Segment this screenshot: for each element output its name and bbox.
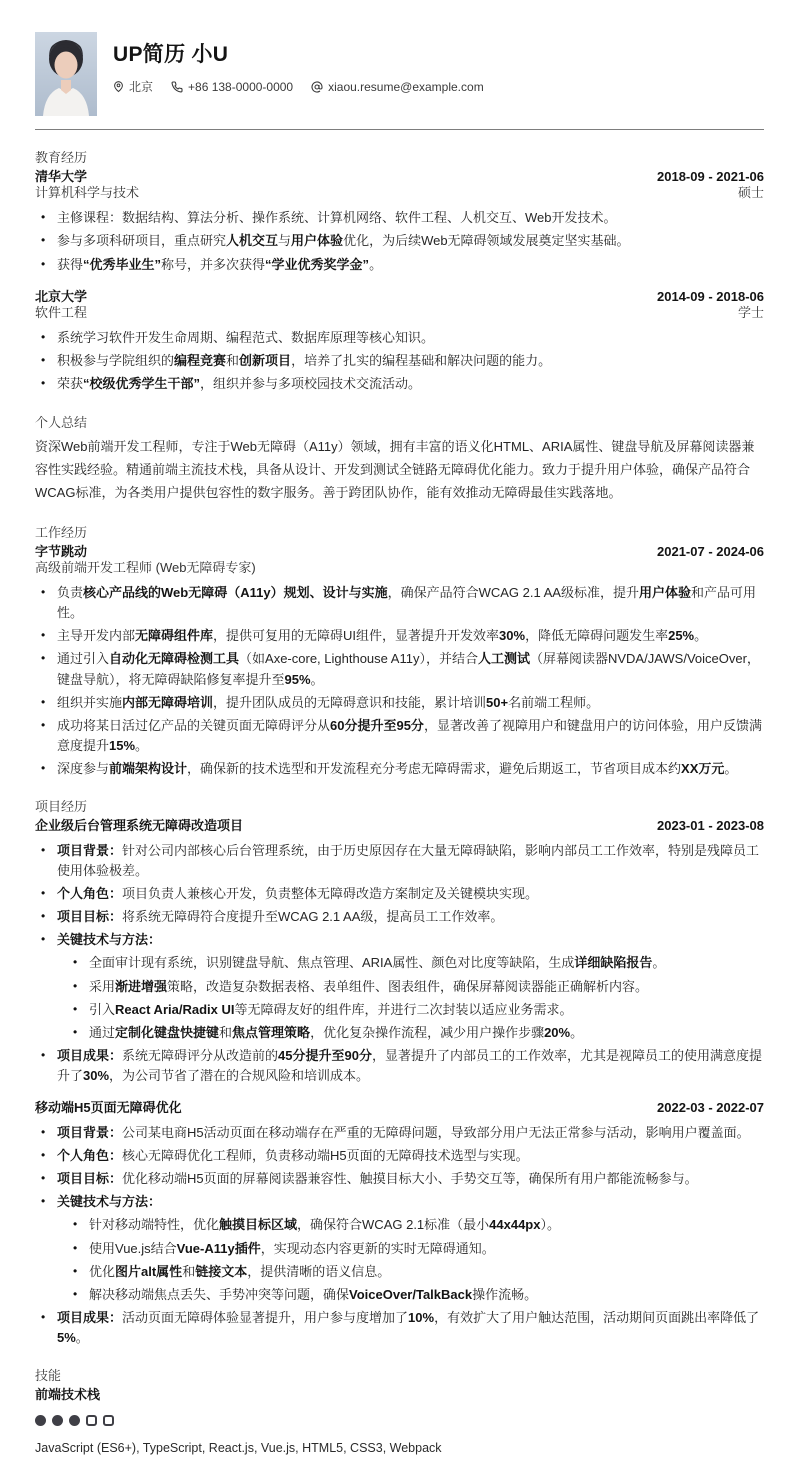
bold-text-run: 60分提升至95分: [330, 717, 424, 733]
bold-text-run: Vue-A11y插件: [176, 1240, 261, 1256]
bullet-text: [57, 255, 764, 275]
section-projects: [35, 799, 764, 1348]
at-sign-icon: [311, 81, 323, 93]
text-run: 积极参与学院组织的: [57, 353, 175, 369]
contact-email: [311, 80, 484, 94]
sub-bullet-item: [67, 953, 764, 973]
text-run: ，确保符合WCAG 2.1标准（最小: [297, 1217, 490, 1233]
text-run: 通过: [89, 1024, 116, 1040]
bold-text-run: 关键技术与方法：: [57, 1194, 162, 1210]
text-run: 和: [226, 353, 240, 369]
contact-phone: [171, 80, 293, 94]
bullet-text: [57, 374, 764, 394]
bullet-marker: •: [41, 909, 46, 924]
bullet-text: [57, 907, 764, 927]
bullet-text: [57, 231, 764, 251]
text-run: 成功将某日活过亿产品的关键页面无障碍评分从: [57, 717, 331, 733]
bullet-item: [35, 649, 764, 689]
text-run: 名前端工程师。: [508, 694, 600, 710]
text-run: 组织并实施: [57, 694, 123, 710]
header-info: [113, 32, 484, 116]
text-run: 与: [278, 233, 292, 249]
bullet-text: [89, 1215, 764, 1235]
resume-entry: [35, 543, 764, 780]
bullet-marker: •: [73, 1240, 78, 1255]
bold-text-run: 定制化键盘快捷键: [115, 1024, 220, 1040]
text-run: 深度参与: [57, 761, 110, 777]
text-run: 策略，改造复杂数据表格、表单组件、图表组件，确保屏幕阅读器能正确解析内容。: [167, 978, 649, 994]
text-run: 系统学习软件开发生命周期、编程范式、数据库原理等核心知识。: [57, 330, 435, 346]
entry-head-row: [35, 288, 764, 306]
bullet-marker: •: [41, 353, 46, 368]
entry-heading: 字节跳动: [35, 543, 88, 559]
resume-entry: [35, 288, 764, 395]
bold-text-run: 10%: [408, 1309, 435, 1325]
bullet-marker: •: [41, 694, 46, 709]
bold-text-run: 50+: [486, 694, 509, 710]
entry-heading: 北京大学: [35, 288, 88, 304]
bullet-text: [57, 626, 764, 646]
bold-text-run: “校级优秀学生干部”: [83, 376, 201, 392]
bullet-marker: •: [41, 761, 46, 776]
text-run: ，显著提升了内部员工的工作效率，尤其是视障员工的使用满意度提升了: [57, 1047, 762, 1084]
text-run: 核心无障碍优化工程师，负责移动端H5页面的无障碍技术选型与实现。: [122, 1147, 529, 1163]
bold-text-run: 创新项目: [239, 353, 292, 369]
sub-bullet-item: [67, 1239, 764, 1259]
text-run: （如Axe-core, Lighthouse A11y），并结合: [239, 651, 478, 667]
bold-text-run: 人工测试: [477, 651, 530, 667]
text-run: ，提供可复用的无障碍UI组件，显著提升开发效率: [213, 628, 500, 644]
phone-icon: [171, 81, 183, 93]
text-run: 活动页面无障碍体验显著提升，用户参与度增加了: [122, 1309, 409, 1325]
bullet-item: [35, 583, 764, 623]
text-run: 。: [369, 256, 383, 272]
bullet-text: [57, 930, 764, 950]
bullet-item: [35, 930, 764, 950]
entry-heading: 前端技术栈: [35, 1387, 101, 1403]
bold-text-run: 自动化无障碍检测工具: [109, 651, 240, 667]
bold-text-run: 项目目标：: [57, 1171, 123, 1187]
bullet-marker: •: [73, 978, 78, 993]
text-run: 将系统无障碍符合度提升至WCAG 2.1 AA级，提高员工工作效率。: [122, 909, 504, 925]
section-title-projects: 项目经历: [35, 799, 88, 815]
skill-dot-empty: [103, 1415, 114, 1426]
text-run: 等无障碍友好的组件库，并进行二次封装以适应业务需求。: [234, 1001, 573, 1017]
bold-text-run: 用户体验: [638, 585, 691, 600]
resume-header: [35, 0, 764, 116]
bullet-marker: •: [41, 842, 46, 857]
entry-date: 2022-03 - 2022-07: [657, 1100, 764, 1116]
text-run: 。: [694, 628, 708, 644]
bullet-marker: •: [73, 1024, 78, 1039]
bold-text-run: 内部无障碍培训: [122, 694, 214, 710]
text-run: ）。: [540, 1217, 560, 1233]
bullet-item: [35, 231, 764, 251]
entry-head-row: [35, 1099, 764, 1117]
entry-head-row: [35, 817, 764, 835]
bold-text-run: 渐进增强: [115, 978, 168, 994]
resume-entry: [35, 817, 764, 1086]
skill-dot-filled: [52, 1415, 63, 1426]
text-run: 引入: [89, 1001, 116, 1017]
text-run: 。: [135, 737, 149, 753]
bullet-item: [35, 328, 764, 348]
section-skills: [35, 1368, 764, 1457]
bold-text-run: React Aria/Radix UI: [115, 1001, 235, 1017]
text-run: 主导开发内部: [57, 628, 136, 644]
bullet-marker: •: [41, 628, 46, 643]
entry-head-row: [35, 168, 764, 186]
bullet-text: [57, 649, 764, 689]
bullet-marker: •: [41, 376, 46, 391]
sub-bullet-item: [67, 1215, 764, 1235]
candidate-name: UP简历 小U: [113, 43, 229, 66]
bullet-item: [35, 1146, 764, 1166]
text-run: ，为公司节省了潜在的合规风险和培训成本。: [109, 1068, 370, 1084]
sub-bullet-item: [67, 1262, 764, 1282]
bullet-item: [35, 716, 764, 756]
entry-date: 2021-07 - 2024-06: [657, 543, 764, 559]
bullet-item: [35, 907, 764, 927]
skill-level-indicator: [35, 1415, 764, 1426]
bullet-item: [35, 1123, 764, 1143]
bullet-item: [35, 208, 764, 228]
portrait-photo-placeholder: [35, 32, 97, 116]
text-run: 荣获: [57, 376, 84, 392]
text-run: 负责: [57, 585, 84, 600]
bold-text-run: 30%: [499, 628, 526, 644]
bullet-text: [57, 759, 764, 779]
bullet-marker: •: [41, 585, 46, 599]
bold-text-run: 关键技术与方法：: [57, 932, 162, 948]
bullet-text: [57, 1123, 764, 1143]
text-run: ，确保产品符合WCAG 2.1 AA级标准，提升: [387, 585, 639, 600]
entry-sub-row: [35, 560, 764, 577]
text-run: 。: [75, 1330, 89, 1346]
resume-entry: [35, 1099, 764, 1348]
bold-text-run: 前端架构设计: [109, 761, 188, 777]
entry-heading: 清华大学: [35, 168, 88, 184]
text-run: 称号，并多次获得: [161, 256, 266, 272]
bold-text-run: 项目背景：: [57, 1124, 123, 1140]
text-run: ，组织并参与多项校园技术交流活动。: [200, 376, 422, 392]
bullet-item: [35, 351, 764, 371]
bullet-marker: •: [41, 932, 46, 947]
bullet-text: [57, 328, 764, 348]
text-run: ，确保新的技术选型和开发流程充分考虑无障碍需求，避免后期返工，节省项目成本约: [187, 761, 682, 777]
text-run: 针对移动端特性，优化: [89, 1217, 220, 1233]
bullet-list: [35, 841, 764, 1087]
location-pin-icon: [113, 80, 124, 93]
bullet-marker: •: [41, 651, 46, 666]
bullet-text: [57, 1046, 764, 1086]
section-title-work: 工作经历: [35, 524, 88, 540]
entry-sub-row: [35, 185, 764, 202]
entry-date: 2023-01 - 2023-08: [657, 818, 764, 834]
skill-dot-filled: [69, 1415, 80, 1426]
entry-heading: 移动端H5页面无障碍优化: [35, 1100, 182, 1116]
text-run: 采用: [89, 978, 116, 994]
text-run: ，显著改善了视障用户和键盘用户的访问体验，用户反馈满意度提升: [57, 717, 762, 753]
entry-date: 2014-09 - 2018-06: [657, 288, 764, 304]
text-run: 优化，为后续Web无障碍领域发展奠定坚实基础。: [343, 233, 630, 249]
contact-email-text: xiaou.resume@example.com: [328, 79, 484, 94]
bold-text-run: XX万元: [681, 761, 725, 777]
bold-text-run: 15%: [109, 737, 136, 753]
text-run: 。: [652, 955, 666, 971]
contact-location-text: 北京: [129, 80, 154, 95]
text-run: 系统无障碍评分从改造前的: [122, 1047, 279, 1063]
bullet-text: [57, 1146, 764, 1166]
text-run: 全面审计现有系统，识别键盘导航、焦点管理、ARIA属性、颜色对比度等缺陷，生成: [89, 955, 575, 971]
entry-subheading: 高级前端开发工程师 (Web无障碍专家): [35, 560, 256, 576]
bullet-list: [35, 328, 764, 394]
bullet-text: [57, 841, 764, 881]
bullet-marker: •: [73, 1001, 78, 1016]
bullet-marker: •: [41, 330, 46, 345]
bullet-item: [35, 374, 764, 394]
bullet-text: [57, 1169, 764, 1189]
bold-text-run: 链接文本: [195, 1263, 248, 1279]
bullet-text: [57, 693, 764, 713]
text-run: 公司某电商H5活动页面在移动端存在严重的无障碍问题，导致部分用户无法正常参与活动，影响用户覆盖面。: [122, 1124, 750, 1140]
bullet-item: [35, 693, 764, 713]
bold-text-run: 用户体验: [291, 233, 344, 249]
bold-text-run: 图片alt属性: [115, 1263, 183, 1279]
bold-text-run: 个人角色：: [57, 1147, 123, 1163]
bullet-marker: •: [41, 210, 46, 225]
text-run: 和: [219, 1024, 233, 1040]
bold-text-run: 44x44px: [489, 1217, 541, 1233]
bold-text-run: 25%: [668, 628, 695, 644]
bullet-item: [35, 841, 764, 881]
bullet-marker: •: [73, 1217, 78, 1232]
text-run: 通过引入: [57, 651, 110, 667]
text-run: ，实现动态内容更新的实时无障碍通知。: [260, 1240, 495, 1256]
bold-text-run: 无障碍组件库: [135, 628, 214, 644]
text-run: 针对公司内部核心后台管理系统，由于历史原因存在大量无障碍缺陷，影响内部员工工作效率，特别是残障员工使用体验极差。: [57, 842, 760, 878]
text-run: ，提供清晰的语义信息。: [247, 1263, 391, 1279]
bold-text-run: 焦点管理策略: [232, 1024, 311, 1040]
bullet-item: [35, 1169, 764, 1189]
bullet-text: [57, 583, 764, 623]
bullet-list: [35, 1123, 764, 1348]
bullet-item: [35, 626, 764, 646]
text-run: 。: [570, 1024, 584, 1040]
bullet-text: [89, 1023, 764, 1043]
bullet-text: [89, 953, 764, 973]
entry-date: 2018-09 - 2021-06: [657, 168, 764, 184]
text-run: 和: [182, 1263, 196, 1279]
contact-location: [113, 78, 153, 95]
bullet-marker: •: [41, 1194, 46, 1209]
text-run: ，有效扩大了用户触达范围，活动期间页面跳出率降低了: [434, 1309, 760, 1325]
bullet-marker: •: [41, 717, 46, 732]
section-education: [35, 150, 764, 395]
entry-heading: 企业级后台管理系统无障碍改造项目: [35, 818, 244, 834]
section-title-skills: 技能: [35, 1368, 62, 1384]
section-title-summary: 个人总结: [35, 414, 88, 430]
text-run: 资深Web前端开发工程师，专注于Web无障碍（A11y）领域，拥有丰富的语义化HTML、ARIA属性、键盘导航及屏幕阅读器兼容性实践经验。精通前端主流技术栈，具备从设计、开发到测试全链路无障碍优化能力。致力于提升用户体验，确保产品符合WCAG标准，为各类用户提供包容性的数字服务。善于跨团队协作，能有效推动无障碍最佳实践落地。: [35, 438, 755, 501]
skill-dot-empty: [86, 1415, 97, 1426]
bullet-text: [89, 1000, 764, 1020]
sections: [35, 150, 764, 1457]
entry-subheading: 软件工程: [35, 305, 88, 321]
bullet-marker: •: [41, 1147, 46, 1162]
resume-entry: [35, 168, 764, 275]
bold-text-run: 编程竞赛: [174, 353, 227, 369]
bullet-item: [35, 1046, 764, 1086]
bullet-text: [57, 1192, 764, 1212]
text-run: ，降低无障碍问题发生率: [525, 628, 669, 644]
bullet-text: [57, 716, 764, 756]
section-title-education: 教育经历: [35, 150, 88, 165]
text-run: 参与多项科研项目，重点研究: [57, 233, 227, 249]
text-run: 项目负责人兼核心开发，负责整体无障碍改造方案制定及关键模块实现。: [122, 885, 539, 901]
bullet-item: [35, 1308, 764, 1348]
bold-text-run: VoiceOver/TalkBack: [349, 1286, 473, 1302]
text-run: 优化移动端H5页面的屏幕阅读器兼容性、触摸目标大小、手势交互等，确保所有用户都能流畅参与。: [122, 1171, 698, 1187]
text-run: 解决移动端焦点丢失、手势冲突等问题，确保: [89, 1286, 350, 1302]
entry-head-row: [35, 543, 764, 561]
bullet-text: [89, 1239, 764, 1259]
bullet-item: [35, 1192, 764, 1212]
resume-entry: [35, 1386, 764, 1457]
sub-bullet-item: [67, 1000, 764, 1020]
text-run: 优化: [89, 1263, 116, 1279]
bullet-marker: •: [41, 233, 46, 248]
bullet-marker: •: [41, 1047, 46, 1062]
bullet-item: [35, 884, 764, 904]
sub-bullet-item: [67, 1285, 764, 1305]
bullet-text: [57, 351, 764, 371]
text-run: 使用Vue.js结合: [89, 1240, 177, 1256]
bold-text-run: 45分提升至90分: [278, 1047, 372, 1063]
bold-text-run: 触摸目标区域: [219, 1217, 298, 1233]
text-run: ，优化复杂操作流程，减少用户操作步骤: [310, 1024, 545, 1040]
bullet-list: [35, 583, 764, 779]
text-run: 获得: [57, 256, 84, 272]
entry-degree: 硕士: [737, 185, 764, 201]
bold-text-run: 项目成果：: [57, 1309, 123, 1325]
sub-bullet-item: [67, 977, 764, 997]
bullet-item: [35, 759, 764, 779]
bold-text-run: 95%: [284, 671, 311, 687]
skill-items-list: JavaScript (ES6+), TypeScript, React.js, Vue.js, HTML5, CSS3, Webpack: [35, 1440, 442, 1455]
bullet-text: [89, 1262, 764, 1282]
bullet-marker: •: [41, 1171, 46, 1186]
text-run: 。: [310, 671, 324, 687]
bold-text-run: 项目背景：: [57, 842, 123, 858]
bullet-marker: •: [73, 1286, 78, 1301]
entry-head-row: [35, 1386, 764, 1404]
text-run: 主修课程：数据结构、算法分析、操作系统、计算机网络、软件工程、人机交互、Web开发技术。: [57, 210, 617, 226]
resume-entry: [35, 435, 764, 505]
entry-subheading: 计算机科学与技术: [35, 185, 140, 201]
bullet-text: [57, 884, 764, 904]
bold-text-run: “优秀毕业生”: [83, 256, 162, 272]
bullet-text: [89, 1285, 764, 1305]
text-run: ，提升团队成员的无障碍意识和技能，累计培训: [213, 694, 487, 710]
bullet-list: [35, 208, 764, 274]
bullet-text: [89, 977, 764, 997]
bold-text-run: 20%: [544, 1024, 571, 1040]
bullet-text: [57, 208, 764, 228]
section-summary: [35, 415, 764, 505]
text-run: 操作流畅。: [472, 1286, 538, 1302]
bullet-marker: •: [73, 1263, 78, 1278]
entry-degree: 学士: [737, 305, 764, 321]
sub-bullet-list: [67, 1215, 764, 1305]
header-divider: [35, 129, 764, 130]
profile-photo: [35, 32, 97, 116]
bold-text-run: 5%: [57, 1330, 76, 1346]
section-work: [35, 525, 764, 780]
text-run: 和产品可用性。: [57, 585, 756, 621]
sub-bullet-list: [67, 953, 764, 1043]
bold-text-run: 项目成果：: [57, 1047, 123, 1063]
bullet-marker: •: [41, 1124, 46, 1139]
skill-dot-filled: [35, 1415, 46, 1426]
bullet-marker: •: [41, 885, 46, 900]
bullet-marker: •: [73, 955, 78, 970]
bold-text-run: 30%: [83, 1068, 110, 1084]
bullet-marker: •: [41, 1309, 46, 1324]
bold-text-run: “学业优秀奖学金”: [265, 256, 370, 272]
bullet-item: [35, 255, 764, 275]
text-run: 。: [724, 761, 738, 777]
bold-text-run: 详细缺陷报告: [574, 955, 653, 971]
bullet-marker: •: [41, 256, 46, 271]
text-run: （屏幕阅读器NVDA/JAWS/VoiceOver，键盘导航），将无障碍缺陷修复率提升至: [57, 651, 760, 687]
bold-text-run: 个人角色：: [57, 885, 123, 901]
bullet-text: [57, 1308, 764, 1348]
bold-text-run: 项目目标：: [57, 909, 123, 925]
bold-text-run: 人机交互: [226, 233, 279, 249]
contact-phone-text: +86 138-0000-0000: [188, 79, 294, 94]
summary-text: [35, 435, 764, 505]
entry-sub-row: [35, 305, 764, 322]
text-run: ，培养了扎实的编程基础和解决问题的能力。: [291, 353, 552, 369]
bold-text-run: 核心产品线的Web无障碍（A11y）规划、设计与实施: [83, 585, 388, 600]
contact-row: [113, 78, 484, 95]
sub-bullet-item: [67, 1023, 764, 1043]
